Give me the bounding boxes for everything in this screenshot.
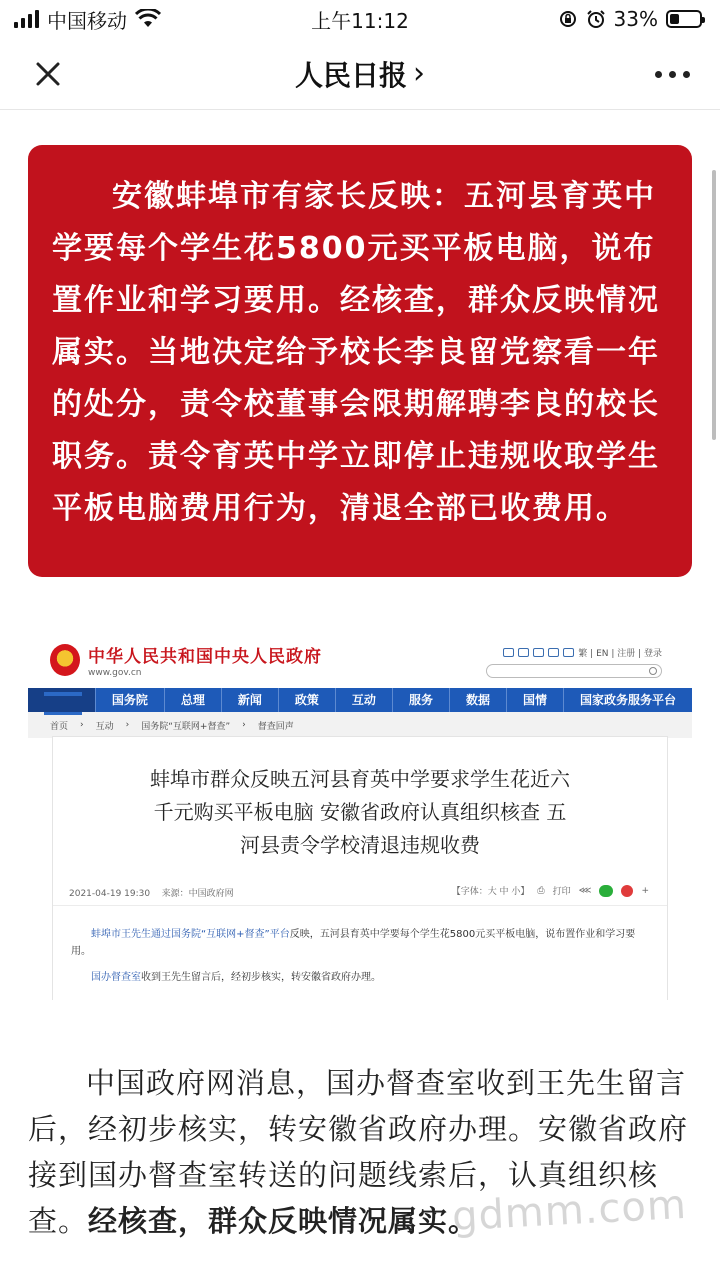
- gov-site-name: 中华人民共和国中央人民政府: [88, 647, 322, 667]
- gov-para1-text: 反映，五河县育英中学要每个学生花5800元买平板电脑，说布置作业和学习要用。: [71, 929, 636, 957]
- breadcrumb-item: 首页: [50, 721, 69, 732]
- alarm-icon: [586, 9, 606, 29]
- print-label: 打印: [552, 887, 571, 897]
- gov-para1-link: 国务院“互联网+督查”平台: [171, 929, 290, 940]
- highlight-text: 安徽蚌埠市有家长反映：五河县育英中学要每个学生花5800元买平板电脑，说布置作业和学习要用。经核查，群众反映情况属实。当地决定给予校长李良留党察看一年的处分，责令校董事会限期解聘李良的校长职务。责令育英中学立即停止违规收取学生平板电脑费用行为，清退全部已收费用。: [52, 179, 660, 526]
- gov-article-meta: [53, 876, 667, 906]
- gov-nav-item: 国务院: [95, 688, 164, 712]
- rss-icon: [518, 648, 529, 657]
- rotation-lock-icon: [558, 9, 578, 29]
- gov-header: [28, 632, 692, 688]
- watermark: gdmm.com: [450, 1181, 688, 1241]
- scrollbar[interactable]: [712, 170, 716, 440]
- gov-article-card: [52, 736, 668, 1000]
- tiananmen-icon: [28, 688, 95, 712]
- account-title-link[interactable]: [295, 54, 425, 94]
- gov-source: 来源：中国政府网: [161, 889, 234, 899]
- gov-nav-item: 互动: [335, 688, 392, 712]
- gov-breadcrumb: 首页 › 互动 › 国务院“互联网+督查” › 督查回声: [28, 712, 692, 738]
- gov-para1-prefix: 蚌埠市王先生通过: [91, 929, 171, 940]
- gov-nav-item: 政策: [278, 688, 335, 712]
- wifi-icon: [135, 9, 161, 29]
- mail-icon: [503, 648, 514, 657]
- gov-date: 2021-04-19 19:30: [69, 889, 151, 899]
- carrier-label: 中国移动: [47, 8, 127, 33]
- share-icon: ⋘: [578, 885, 592, 896]
- gov-screenshot-image: [28, 632, 692, 1000]
- chevron-right-icon: ›: [413, 56, 425, 91]
- gov-nav-item: 服务: [392, 688, 449, 712]
- gov-toolbar: [503, 646, 662, 659]
- gov-search-box: [486, 664, 662, 678]
- gov-nav-item: 新闻: [221, 688, 278, 712]
- weibo-icon: [548, 648, 559, 657]
- status-bar: [0, 0, 720, 38]
- breadcrumb-item: 督查回声: [257, 721, 294, 732]
- gov-nav: [28, 688, 692, 712]
- battery-icon: [666, 10, 702, 28]
- highlight-box: [28, 145, 692, 577]
- gov-tools-links: 繁 | EN | 注册 | 登录: [578, 649, 662, 659]
- account-title: 人民日报: [294, 58, 407, 92]
- gov-site-url: www.gov.cn: [88, 668, 142, 678]
- breadcrumb-item: 互动: [95, 721, 114, 732]
- battery-percent: 33%: [613, 7, 658, 31]
- weibo-share-icon: [621, 885, 633, 897]
- more-icon[interactable]: [655, 60, 690, 88]
- nav-bar: [0, 38, 720, 110]
- wechat-share-icon: [599, 885, 613, 897]
- signal-icon: [14, 10, 39, 28]
- clock: 上午11:12: [311, 8, 409, 33]
- gov-nav-item: 数据: [449, 688, 506, 712]
- gov-nav-item: 总理: [164, 688, 221, 712]
- breadcrumb-item: 国务院“互联网+督查”: [141, 721, 231, 732]
- close-icon[interactable]: [30, 56, 66, 92]
- national-emblem-icon: [50, 644, 80, 676]
- article-text: 中国政府网消息，国办督查室收到王先生留言后，经初步核实，转安徽省政府办理。安徽省政府接到国办督查室转送的问题线索后，认真组织核查。: [28, 1066, 689, 1238]
- printer-icon: ⎙: [537, 885, 545, 896]
- plus-icon: +: [641, 885, 649, 896]
- gov-para2-link: 国办督查室: [91, 972, 141, 983]
- article-bold-text: 经核查，群众反映情况属实。: [88, 1204, 479, 1238]
- gov-article-title: 蚌埠市群众反映五河县育英中学要求学生花近六千元购买平板电脑 安徽省政府认真组织核查 五河县责令学校清退违规收费: [150, 767, 570, 857]
- gov-nav-item: 国家政务服务平台: [563, 688, 692, 712]
- gov-article-body: [53, 906, 667, 986]
- gov-para2-text: 收到王先生留言后，经初步核实，转安徽省政府办理。: [141, 972, 381, 983]
- font-size-control: 【字体：大 中 小】: [451, 887, 530, 897]
- wechat-icon: [563, 648, 574, 657]
- gov-nav-item: 国情: [506, 688, 563, 712]
- mobile-icon: [533, 648, 544, 657]
